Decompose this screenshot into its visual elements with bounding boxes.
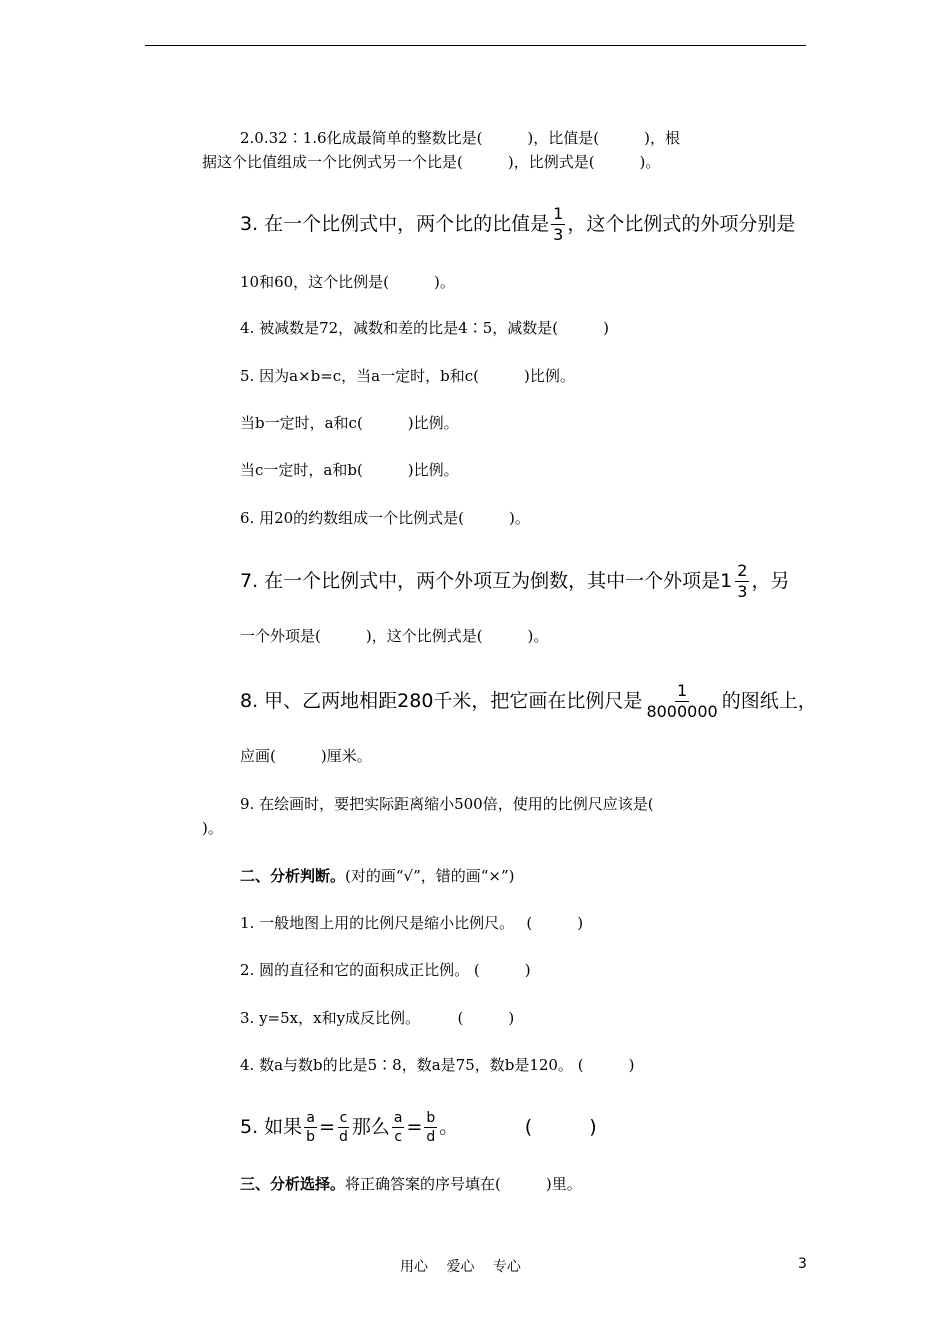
item5-f1-den: b <box>306 1129 316 1145</box>
item5-mid: 那么 <box>351 1116 390 1138</box>
q8-frac-num: 1 <box>676 681 688 700</box>
q2-line1: 2.0.32∶1.6化成最简单的整数比是( )，比值是( )，根 <box>240 129 680 147</box>
q7-frac-den: 3 <box>737 582 748 601</box>
q7-frac-num: 2 <box>737 561 748 580</box>
item5-f4-num: b <box>426 1110 436 1126</box>
q3-line2: 10和60，这个比例是( )。 <box>240 273 455 291</box>
item5-f4-den: d <box>426 1129 436 1145</box>
q8-frac-den: 8000000 <box>646 702 718 721</box>
q3-post: ，这个比例式的外项分别是 <box>567 213 796 235</box>
q5-line3: 当c一定时，a和b( )比例。 <box>240 461 459 479</box>
judge-item-4: 4. 数a与数b的比是5∶8，数a是75，数b是120。 ( ) <box>240 1056 635 1074</box>
q9-line2: )。 <box>202 819 223 837</box>
q3-frac-num: 1 <box>553 204 564 223</box>
q8-line2: 应画( )厘米。 <box>240 747 372 765</box>
item5-eq2: = <box>406 1116 423 1138</box>
q7-line1 <box>240 563 789 600</box>
judge-item-2: 2. 圆的直径和它的面积成正比例。 ( ) <box>240 961 531 979</box>
q8-line1 <box>240 683 817 720</box>
q3-frac-den: 3 <box>553 225 564 244</box>
judge-item-1: 1. 一般地图上用的比例尺是缩小比例尺。 ( ) <box>240 914 584 932</box>
item5-f3-den: c <box>394 1129 403 1145</box>
q7-fraction <box>735 563 749 600</box>
judge-item-5 <box>240 1111 597 1144</box>
q8-fraction <box>644 683 719 720</box>
q8-post: 的图纸上， <box>721 690 817 712</box>
item5-f2-num: c <box>339 1110 348 1126</box>
q7-pre: 7. 在一个比例式中，两个外项互为倒数，其中一个外项是 <box>240 570 721 592</box>
q7-line2: 一个外项是( )，这个比例式是( )。 <box>240 627 549 645</box>
item5-fraction-3 <box>392 1111 405 1144</box>
q2-line2: 据这个比值组成一个比例式另一个比是( )，比例式是( )。 <box>202 153 661 171</box>
section3-note: 将正确答案的序号填在( )里。 <box>345 1175 582 1193</box>
q4-line: 4. 被减数是72，减数和差的比是4∶5，减数是( ) <box>240 319 609 337</box>
item5-f2-den: d <box>338 1129 348 1145</box>
q3-pre: 3. 在一个比例式中，两个比的比值是 <box>240 213 550 235</box>
item5-f1-num: a <box>306 1110 315 1126</box>
page-number: 3 <box>798 1256 807 1272</box>
item5-fraction-2 <box>337 1111 350 1144</box>
item5-fraction-1 <box>304 1111 317 1144</box>
footer-motto: 用心 爱心 专心 <box>400 1259 521 1275</box>
q7-whole: 1 <box>720 570 733 592</box>
item5-eq1: = <box>319 1116 335 1138</box>
section2-note: (对的画“√”，错的画“×”) <box>345 867 515 885</box>
q5-line2: 当b一定时，a和c( )比例。 <box>240 414 459 432</box>
q3-line1 <box>240 206 795 243</box>
item5-pre: 5. 如果 <box>240 1116 303 1138</box>
q7-post: ，另 <box>751 570 790 592</box>
q3-fraction <box>551 206 565 243</box>
item5-f3-num: a <box>393 1110 403 1126</box>
section2-heading: 二、分析判断。 <box>240 867 346 885</box>
q5-line1: 5. 因为a×b=c，当a一定时，b和c( )比例。 <box>240 367 575 385</box>
q6-line: 6. 用20的约数组成一个比例式是( )。 <box>240 509 530 527</box>
q9-line1: 9. 在绘画时，要把实际距离缩小500倍，使用的比例尺应该是( <box>240 795 654 813</box>
section3-heading-line <box>240 1174 582 1194</box>
header-rule <box>145 45 806 46</box>
section2-heading-line <box>240 866 515 886</box>
item5-fraction-4 <box>424 1111 437 1144</box>
section3-heading: 三、分析选择。 <box>240 1175 346 1193</box>
item5-post: 。 ( ) <box>439 1116 597 1138</box>
q8-pre: 8. 甲、乙两地相距280千米，把它画在比例尺是 <box>240 690 643 712</box>
judge-item-3: 3. y=5x，x和y成反比例。 ( ) <box>240 1009 515 1027</box>
